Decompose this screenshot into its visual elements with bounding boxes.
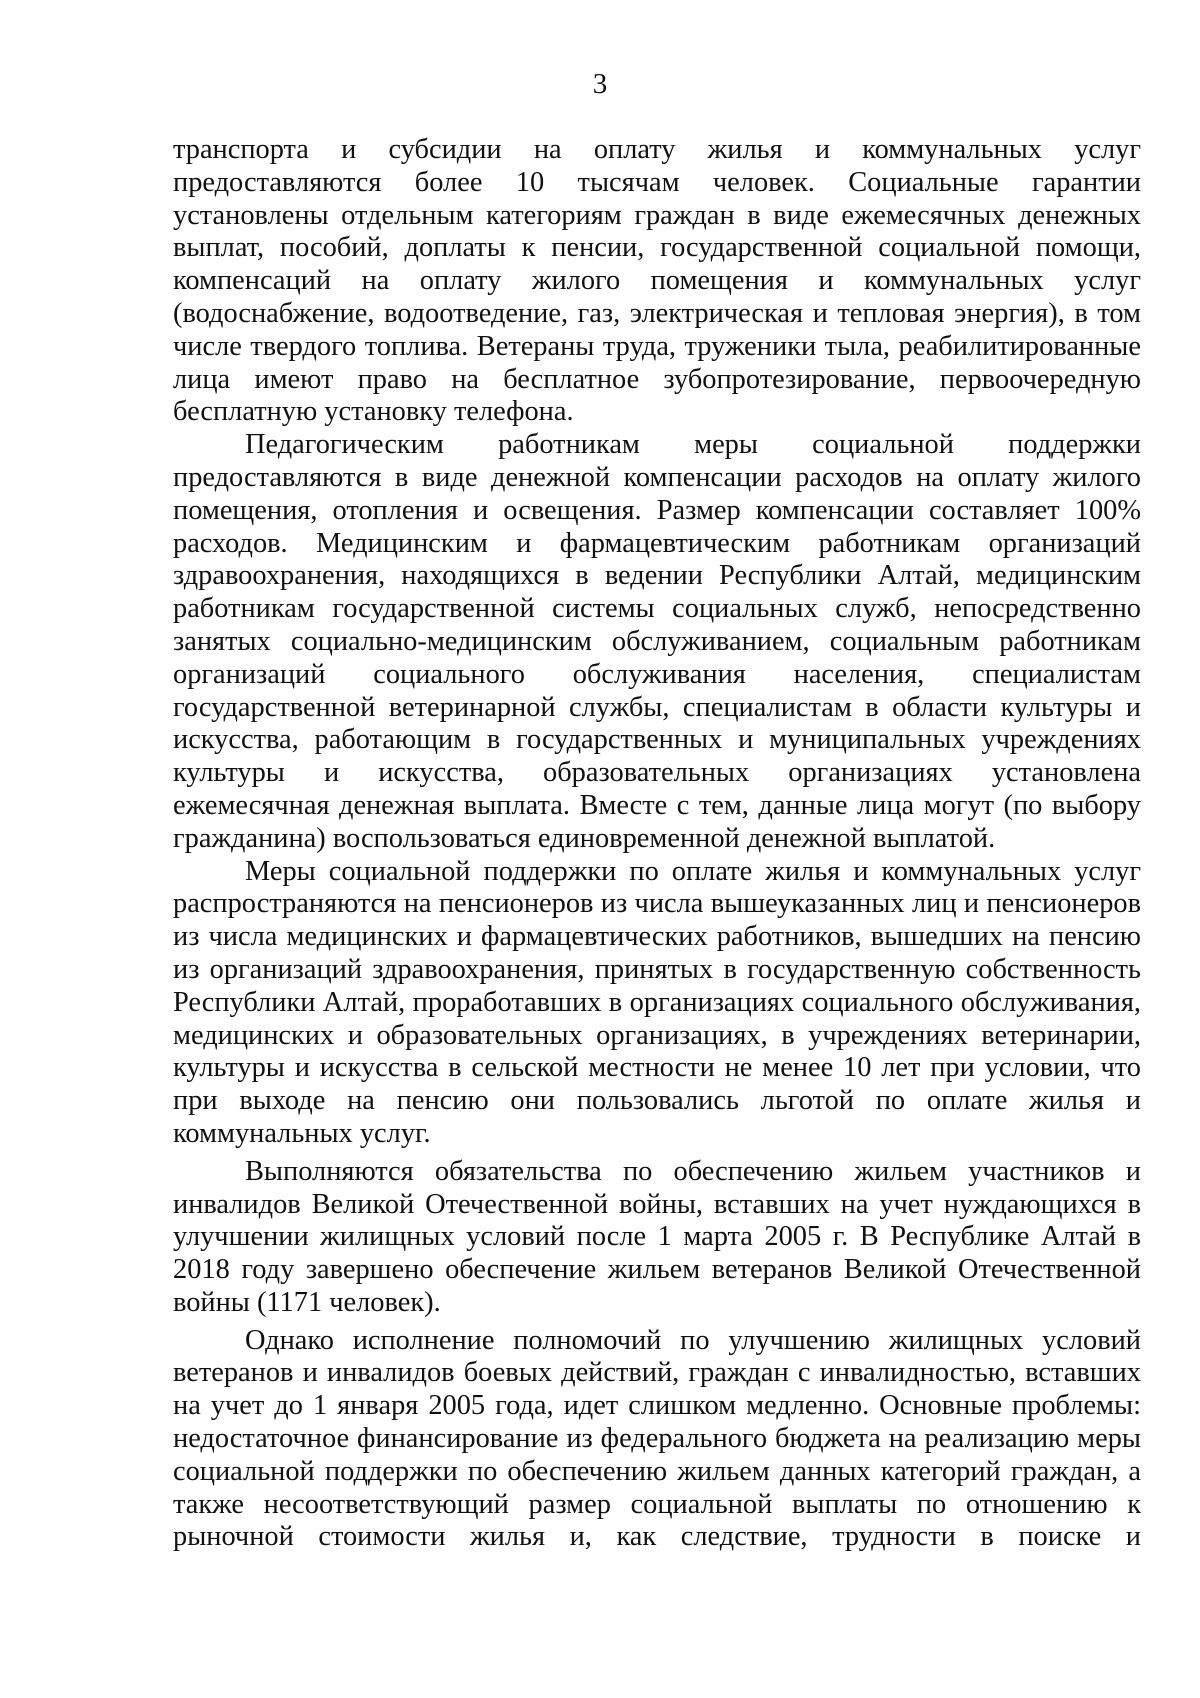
paragraph: Однако исполнение полномочий по улучшению жилищных условий ветеранов и инвалидов боевых действий, граждан с инвалидностью, вставших на учет до 1 января 2005 года, идет слишком медленно. Основные проблемы: недостаточное финансирование из федерального бюджета на реализацию меры социальной поддержки по обеспечению жильем данных категорий граждан, а также несоответствующий размер социальной выплаты по отношению к рыночной стоимости жилья и, как следствие, трудности в поиске и xyxy=(173,1324,1141,1553)
paragraph-continued: транспорта и субсидии на оплату жилья и коммунальных услуг предоставляются более 10 тысячам человек. Социальные гарантии установлены отдельным категориям граждан в виде ежемесячных денежных выплат, пособий, доплаты к пенсии, государственной социальной помощи, компенсаций на оплату жилого помещения и коммунальных услуг (водоснабжение, водоотведение, газ, электрическая и тепловая энергия), в том числе твердого топлива. Ветераны труда, труженики тыла, реабилитированные лица имеют право на бесплатное зубопротезирование, первоочередную бесплатную установку телефона. xyxy=(173,134,1141,428)
document-body xyxy=(173,134,1141,1554)
paragraph: Педагогическим работникам меры социальной поддержки предоставляются в виде денежной компенсации расходов на оплату жилого помещения, отопления и освещения. Размер компенсации составляет 100% расходов. Медицинским и фармацевтическим работникам организаций здравоохранения, находящихся в ведении Республики Алтай, медицинским работникам государственной системы социальных служб, непосредственно занятых социально-медицинским обслуживанием, социальным работникам организаций социального обслуживания населения, специалистам государственной ветеринарной службы, специалистам в области культуры и искусства, работающим в государственных и муниципальных учреждениях культуры и искусства, образовательных организациях установлена ежемесячная денежная выплата. Вместе с тем, данные лица могут (по выбору гражданина) воспользоваться единовременной денежной выплатой. xyxy=(173,429,1141,854)
paragraph: Меры социальной поддержки по оплате жилья и коммунальных услуг распространяются на пенсионеров из числа вышеуказанных лиц и пенсионеров из числа медицинских и фармацевтических работников, вышедших на пенсию из организаций здравоохранения, принятых в государственную собственность Республики Алтай, проработавших в организациях социального обслуживания, медицинских и образовательных организациях, в учреждениях ветеринарии, культуры и искусства в сельской местности не менее 10 лет при условии, что при выходе на пенсию они пользовались льготой по оплате жилья и коммунальных услуг. xyxy=(173,855,1141,1149)
paragraph: Выполняются обязательства по обеспечению жильем участников и инвалидов Великой Отечественной войны, вставших на учет нуждающихся в улучшении жилищных условий после 1 марта 2005 г. В Республике Алтай в 2018 году завершено обеспечение жильем ветеранов Великой Отечественной войны (1171 человек). xyxy=(173,1155,1141,1318)
page-number: 3 xyxy=(592,68,608,100)
